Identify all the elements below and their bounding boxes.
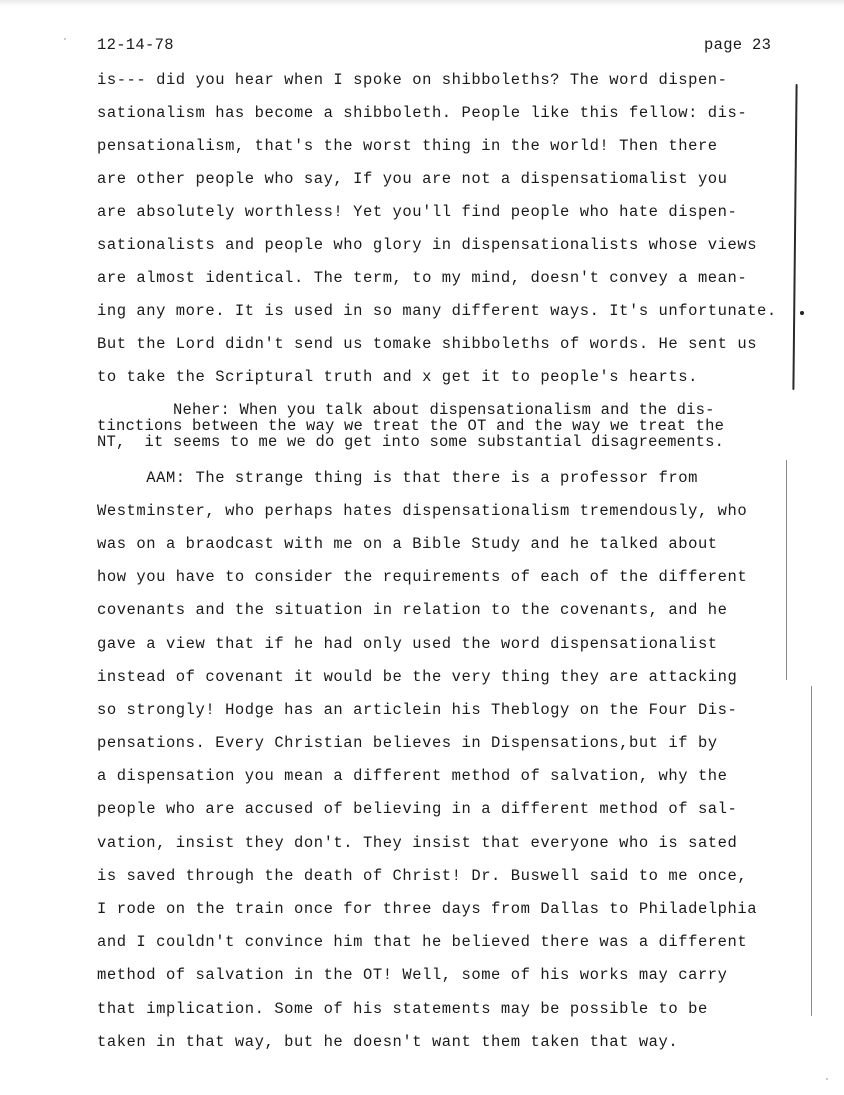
- text-line: are absolutely worthless! Yet you'll find people who hate dispen-: [97, 203, 738, 221]
- text-line: is saved through the death of Christ! Dr. Buswell said to me once,: [97, 867, 748, 885]
- text-line: vation, insist they don't. They insist that everyone who is sated: [97, 834, 738, 852]
- margin-dot-mark: [800, 311, 804, 315]
- margin-line-mark: [811, 686, 812, 1016]
- margin-line-mark: [786, 460, 787, 680]
- text-line: ing any more. It is used in so many different ways. It's unfortunate.: [97, 302, 777, 320]
- text-line: that implication. Some of his statements may be possible to be: [97, 1000, 708, 1018]
- text-line: AAM: The strange thing is that there is a professor from: [97, 469, 698, 487]
- text-line: people who are accused of believing in a different method of sal-: [97, 800, 738, 818]
- text-line: to take the Scriptural truth and x get it to people's hearts.: [97, 368, 698, 386]
- header-page-number: page 23: [704, 36, 772, 54]
- text-line: is--- did you hear when I spoke on shibboleths? The word dispen-: [97, 71, 728, 89]
- text-line: sationalists and people who glory in dispensationalists whose views: [97, 236, 758, 254]
- text-line: are almost identical. The term, to my mind, doesn't convey a mean-: [97, 269, 748, 287]
- text-line: pensationalism, that's the worst thing in the world! Then there: [97, 137, 718, 155]
- text-line: tinctions between the way we treat the OT and the way we treat the: [97, 417, 725, 435]
- text-line: a dispensation you mean a different method of salvation, why the: [97, 767, 728, 785]
- text-line: gave a view that if he had only used the word dispensationalist: [97, 635, 718, 653]
- text-line: method of salvation in the OT! Well, some of his works may carry: [97, 966, 728, 984]
- text-line: so strongly! Hodge has an articlein his Theblogy on the Four Dis-: [97, 701, 738, 719]
- text-line: Neher: When you talk about dispensationalism and the dis-: [97, 401, 715, 419]
- text-line: sationalism has become a shibboleth. People like this fellow: dis-: [97, 104, 748, 122]
- scan-speck: [64, 38, 66, 40]
- text-line: was on a braodcast with me on a Bible Study and he talked about: [97, 535, 718, 553]
- header-date: 12-14-78: [97, 36, 174, 54]
- text-line: covenants and the situation in relation to the covenants, and he: [97, 601, 728, 619]
- text-line: taken in that way, but he doesn't want them taken that way.: [97, 1033, 679, 1051]
- text-line: instead of covenant it would be the very thing they are attacking: [97, 668, 738, 686]
- text-line: and I couldn't convince him that he believed there was a different: [97, 933, 748, 951]
- text-line: I rode on the train once for three days from Dallas to Philadelphia: [97, 900, 758, 918]
- text-line: how you have to consider the requirements of each of the different: [97, 568, 748, 586]
- scan-speck: [826, 1078, 828, 1080]
- text-line: Westminster, who perhaps hates dispensationalism tremendously, who: [97, 502, 748, 520]
- text-line: But the Lord didn't send us tomake shibboleths of words. He sent us: [97, 335, 758, 353]
- page-edge-shadow: [0, 0, 844, 6]
- text-line: NT, it seems to me we do get into some substantial disagreements.: [97, 433, 725, 451]
- text-line: are other people who say, If you are not a dispensatiomalist you: [97, 170, 728, 188]
- text-line: pensations. Every Christian believes in Dispensations,but if by: [97, 734, 718, 752]
- margin-bracket-mark: [792, 84, 797, 390]
